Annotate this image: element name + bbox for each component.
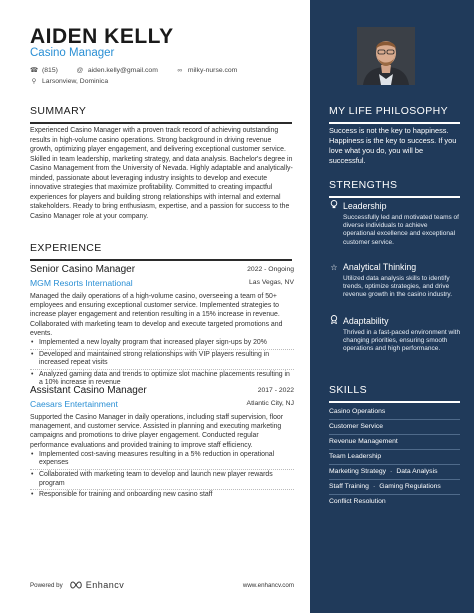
job-entry bbox=[30, 264, 294, 390]
candidate-title: Casino Manager bbox=[30, 47, 115, 59]
job-bullets bbox=[30, 339, 294, 389]
summary-heading: SUMMARY bbox=[30, 105, 292, 124]
job-description: Managed the daily operations of a high-volume casino, overseeing a team of 50+ employees and ensuring exceptional customer service. Implemented strategies to increase player engagement and retention resulting in a 15% increase in revenue. Collaborated with marketing team to develop and execute targeted promotions and events. bbox=[30, 293, 283, 337]
job-title: Assistant Casino Manager bbox=[30, 385, 147, 396]
experience-heading: EXPERIENCE bbox=[30, 242, 292, 261]
strength-title: Analytical Thinking bbox=[343, 262, 417, 272]
strength-item bbox=[329, 315, 461, 354]
star-icon: ☆ bbox=[330, 262, 338, 272]
job-bullet: • Analyzed gaming data and trends to optimize slot machine placements resulting in a 10% increase in revenue bbox=[30, 371, 294, 389]
skill-tag: Staff Training bbox=[329, 483, 369, 490]
job-description: Supported the Casino Manager in daily operations, including staff supervision, floor management, and customer service. Assisted in planning and executing marketing campaigns and promotions to drive player engagement. Conducted regular performance evaluations and provided training to improve staff efficiency. bbox=[30, 414, 284, 449]
skill-row bbox=[329, 405, 460, 420]
job-location: Atlantic City, NJ bbox=[246, 400, 294, 407]
job-location: Las Vegas, NV bbox=[249, 279, 294, 286]
link-icon: ∞ bbox=[177, 66, 183, 74]
website[interactable]: milky-nurse.com bbox=[187, 66, 238, 74]
skill-tag: Casino Operations bbox=[329, 408, 386, 415]
skill-tag: Revenue Management bbox=[329, 438, 398, 445]
footer bbox=[30, 580, 294, 590]
footer-url[interactable]: www.enhancv.com bbox=[242, 581, 294, 589]
skill-tag: Conflict Resolution bbox=[329, 498, 386, 505]
lightbulb-icon bbox=[329, 200, 339, 211]
job-company: Caesars Entertainment bbox=[30, 399, 118, 409]
job-bullet: • Implemented cost-saving measures resulting in a 5% reduction in operational expenses bbox=[30, 451, 294, 470]
skill-row bbox=[329, 480, 460, 495]
strength-desc: Successfully led and motivated teams of diverse individuals to achieve operational excellence and exceptional customer service. bbox=[343, 214, 459, 246]
badge-icon bbox=[329, 315, 339, 326]
philosophy-heading: MY LIFE PHILOSOPHY bbox=[329, 105, 460, 124]
skill-row bbox=[329, 435, 460, 450]
strength-title: Adaptability bbox=[343, 315, 389, 326]
skills-heading: SKILLS bbox=[329, 384, 460, 403]
phone: (815) bbox=[42, 66, 58, 74]
powered-by-label: Powered by bbox=[30, 581, 63, 589]
job-dates: 2022 - Ongoing bbox=[247, 266, 294, 273]
skills-list bbox=[329, 405, 460, 509]
strength-item bbox=[329, 200, 461, 247]
job-bullet: • Developed and maintained strong relationships with VIP players resulting in increased repeat visits bbox=[30, 351, 294, 370]
skill-row bbox=[329, 495, 460, 509]
at-icon: @ bbox=[76, 66, 84, 74]
skill-tag: Gaming Regulations bbox=[379, 483, 441, 490]
job-title: Senior Casino Manager bbox=[30, 264, 136, 275]
strengths-heading: STRENGTHS bbox=[329, 179, 460, 198]
location: Larsonview, Dominica bbox=[42, 77, 109, 85]
skill-tag: Data Analysis bbox=[396, 468, 438, 475]
strength-item bbox=[329, 262, 461, 300]
brand-name: Enhancv bbox=[85, 580, 125, 590]
strength-title: Leadership bbox=[343, 200, 387, 211]
skill-row bbox=[329, 450, 460, 465]
skill-row bbox=[329, 420, 460, 435]
job-company: MGM Resorts International bbox=[30, 278, 133, 288]
location-pin-icon: ⚲ bbox=[31, 78, 37, 85]
strength-desc: Utilized data analysis skills to identify trends, optimize strategies, and drive revenue growth in the casino industry. bbox=[343, 275, 452, 299]
philosophy-text: Success is not the key to happiness. Happiness is the key to success. If you love what you do, you will be successful. bbox=[329, 126, 457, 165]
location-row bbox=[30, 77, 108, 85]
sidebar-content bbox=[310, 0, 474, 613]
summary-text: Experienced Casino Manager with a proven track record of achieving outstanding results in high-volume casino operations. Strong background in driving revenue growth, optimizing player engagement, and delivering exceptional customer service. Skilled in team leadership, marketing strategy, and data analysis. Bachelor's degree in Casino Management from the University of Nevada. Highly adaptable and analytically-minded, passionate about leveraging industry insights to develop and execute innovative strategies that maximize profitability. Committed to creating impactful experiences for players and building strong relationships with internal and external stakeholders. Ready to bring enthusiasm, expertise, and a passion for success to the Casino Manager role at your company. bbox=[30, 127, 293, 220]
job-bullet: • Implemented a new loyalty program that increased player sign-ups by 20% bbox=[30, 339, 294, 350]
job-bullets bbox=[30, 451, 294, 501]
strength-desc: Thrived in a fast-paced environment with changing priorities, ensuring smooth operations and high performance. bbox=[343, 329, 461, 353]
phone-icon: ☎ bbox=[30, 67, 39, 74]
enhancv-logo-icon bbox=[69, 581, 83, 589]
skill-tag: Marketing Strategy bbox=[329, 468, 387, 475]
job-dates: 2017 - 2022 bbox=[257, 387, 294, 394]
skill-tag: Team Leadership bbox=[329, 453, 382, 460]
job-entry bbox=[30, 385, 294, 502]
skill-tag: Customer Service bbox=[329, 423, 384, 430]
candidate-name: AIDEN KELLY bbox=[30, 25, 174, 48]
skill-separator: · bbox=[372, 483, 376, 490]
skill-row bbox=[329, 465, 460, 480]
skill-separator: · bbox=[390, 468, 393, 475]
email[interactable]: aiden.kelly@gmail.com bbox=[87, 66, 158, 74]
job-bullet: • Responsible for training and onboarding new casino staff bbox=[30, 491, 294, 501]
contact-row bbox=[30, 66, 237, 74]
brand-logo[interactable] bbox=[69, 580, 125, 590]
job-bullet: • Collaborated with marketing team to develop and launch new player rewards program bbox=[30, 471, 294, 490]
